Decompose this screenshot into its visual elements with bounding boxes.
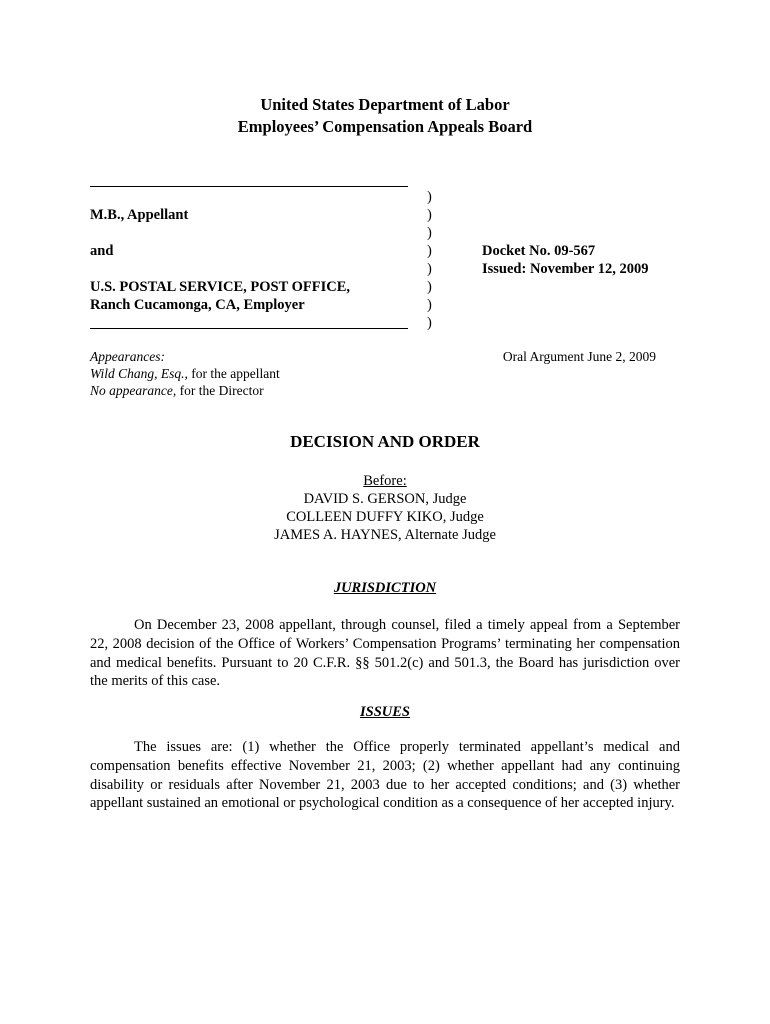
director-appearance xyxy=(90,383,264,399)
issues-paragraph: The issues are: (1) whether the Office properly terminated appellant’s medical and compensation benefits effective November 21, 2003; (2) whether appellant had any continuing disability or residuals after November 21, 2003 due to her accepted conditions; and (3) whether appellant sustained an emotional or psychological condition as a consequence of her accepted injury. xyxy=(90,739,680,812)
issued-date: Issued: November 12, 2009 xyxy=(482,261,649,277)
jurisdiction-heading: JURISDICTION xyxy=(333,580,437,596)
agency-name: United States Department of Labor xyxy=(260,95,510,114)
caption-paren: ) xyxy=(427,189,432,205)
oral-argument-date: Oral Argument June 2, 2009 xyxy=(502,349,656,364)
appellant-name: M.B., Appellant xyxy=(90,207,189,223)
appellant-counsel-name: Wild Chang, Esq., xyxy=(90,366,188,381)
caption-paren: ) xyxy=(427,279,432,295)
caption-bottom-rule xyxy=(90,328,408,329)
caption-paren: ) xyxy=(427,297,432,313)
caption-paren: ) xyxy=(427,207,432,223)
caption-paren: ) xyxy=(427,243,432,259)
caption-paren: ) xyxy=(427,315,432,331)
caption-top-rule xyxy=(90,186,408,187)
board-name: Employees’ Compensation Appeals Board xyxy=(237,117,533,136)
director-appearance-role: for the Director xyxy=(176,383,264,398)
appellant-counsel-role: for the appellant xyxy=(187,366,280,381)
decision-title: DECISION AND ORDER xyxy=(290,432,480,451)
appearances-label: Appearances: xyxy=(90,349,165,364)
issues-heading: ISSUES xyxy=(360,704,410,720)
appellant-counsel xyxy=(90,366,280,382)
employer-line-2: Ranch Cucamonga, CA, Employer xyxy=(90,297,305,313)
caption-paren: ) xyxy=(427,261,432,277)
judge-2: COLLEEN DUFFY KIKO, Judge xyxy=(286,509,484,525)
employer-line-1: U.S. POSTAL SERVICE, POST OFFICE, xyxy=(90,279,351,295)
caption-paren: ) xyxy=(427,225,432,241)
director-appearance-name: No appearance, xyxy=(90,383,177,398)
before-label: Before: xyxy=(363,473,407,489)
jurisdiction-paragraph: On December 23, 2008 appellant, through counsel, filed a timely appeal from a September 22, 2008 decision of the Office of Workers’ Compensation Programs’ terminating her compensation and medical benefits. Pursuant to 20 C.F.R. §§ 501.2(c) and 501.3, the Board has jurisdiction over the merits of this case. xyxy=(90,617,680,690)
judge-3: JAMES A. HAYNES, Alternate Judge xyxy=(274,527,496,543)
caption-and: and xyxy=(90,243,114,259)
judge-1: DAVID S. GERSON, Judge xyxy=(303,491,467,507)
docket-number: Docket No. 09-567 xyxy=(482,243,596,259)
